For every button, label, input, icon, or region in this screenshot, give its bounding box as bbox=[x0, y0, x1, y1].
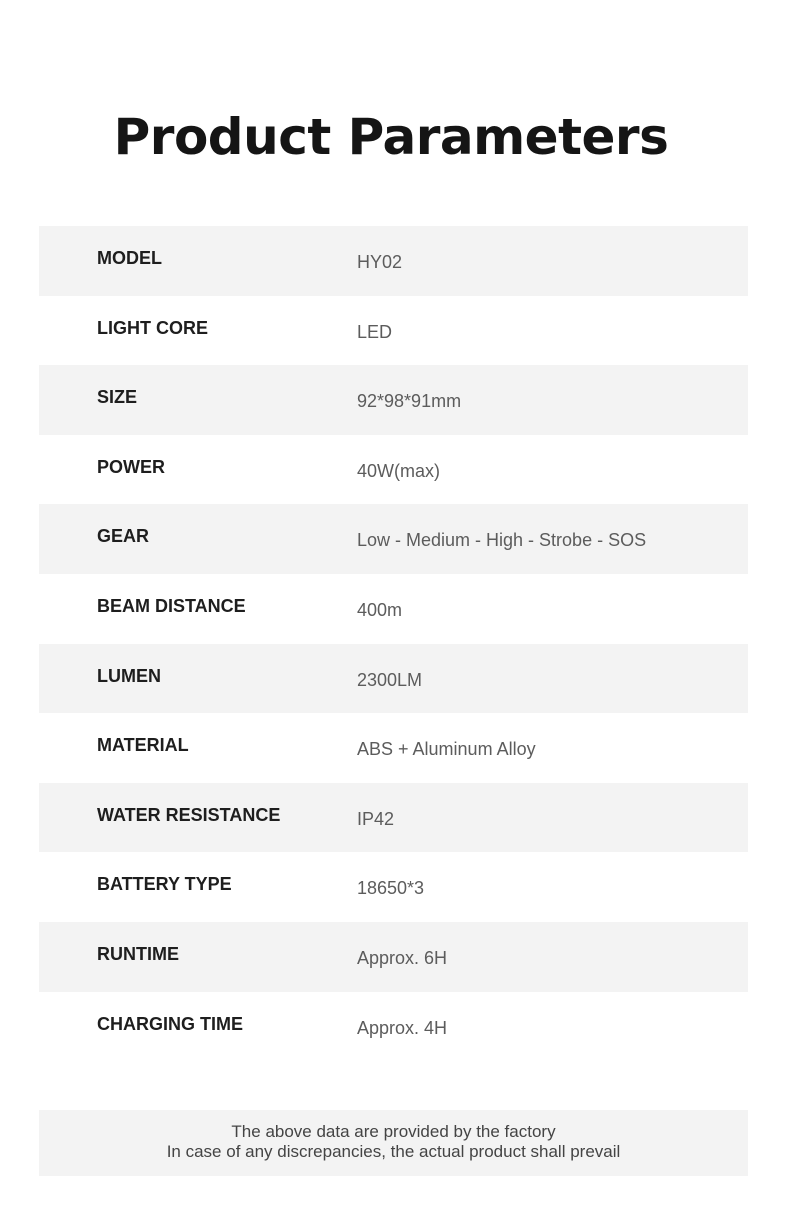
row-label: POWER bbox=[97, 456, 166, 477]
row-label: BATTERY TYPE bbox=[97, 874, 232, 895]
row-label: RUNTIME bbox=[97, 943, 179, 964]
page-title: Product Parameters bbox=[113, 108, 669, 166]
row-label: LUMEN bbox=[97, 665, 161, 686]
table-row-light-core bbox=[39, 296, 748, 366]
row-value: Low - Medium - High - Strobe - SOS bbox=[357, 530, 647, 551]
row-value: 40W(max) bbox=[357, 460, 441, 481]
row-value: HY02 bbox=[357, 252, 403, 272]
row-value: LED bbox=[357, 321, 393, 342]
parameters-table bbox=[39, 226, 748, 1061]
disclaimer-line-2: In case of any discrepancies, the actual product shall prevail bbox=[166, 1142, 621, 1161]
disclaimer-line-1: The above data are provided by the factory bbox=[231, 1122, 556, 1141]
table-row-material bbox=[39, 713, 748, 783]
row-label: LIGHT CORE bbox=[97, 317, 208, 338]
row-value: Approx. 4H bbox=[357, 1017, 448, 1038]
row-label: SIZE bbox=[97, 387, 138, 408]
row-value: Approx. 6H bbox=[357, 947, 448, 968]
table-row-battery-type bbox=[39, 852, 748, 922]
table-row-beam-distance bbox=[39, 574, 748, 644]
table-row-charging-time bbox=[39, 992, 748, 1062]
table-row-power bbox=[39, 435, 748, 505]
row-label: CHARGING TIME bbox=[97, 1013, 243, 1034]
row-value: ABS + Aluminum Alloy bbox=[357, 739, 536, 760]
table-row-size bbox=[39, 365, 748, 435]
row-label: GEAR bbox=[97, 526, 150, 547]
table-row-runtime bbox=[39, 922, 748, 992]
row-label: WATER RESISTANCE bbox=[97, 804, 281, 825]
row-value: 92*98*91mm bbox=[357, 391, 462, 412]
row-value: 2300LM bbox=[357, 669, 423, 690]
table-row-lumen bbox=[39, 644, 748, 714]
row-label: MODEL bbox=[97, 248, 162, 268]
row-value: 18650*3 bbox=[357, 878, 425, 899]
row-label: MATERIAL bbox=[97, 735, 189, 756]
row-label: BEAM DISTANCE bbox=[97, 595, 246, 616]
table-row-model bbox=[39, 226, 748, 296]
disclaimer-box bbox=[39, 1110, 748, 1176]
table-row-gear bbox=[39, 504, 748, 574]
row-value: IP42 bbox=[357, 808, 395, 829]
row-value: 400m bbox=[357, 599, 403, 620]
table-row-water-resistance bbox=[39, 783, 748, 853]
